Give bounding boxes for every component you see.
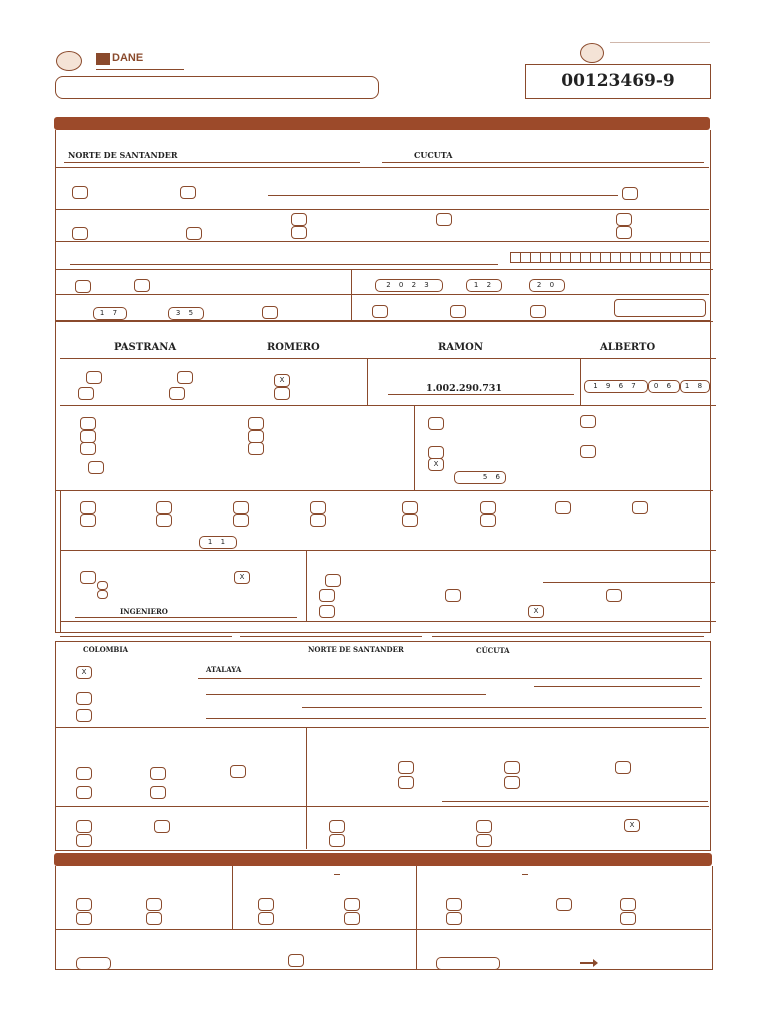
section-bar-4 [54,853,712,866]
checkbox[interactable] [150,786,166,799]
checkbox[interactable] [88,461,104,474]
checkbox[interactable] [504,776,520,789]
section-2-frame [55,321,711,633]
checkbox[interactable] [72,227,88,240]
checkbox[interactable] [319,589,335,602]
neighborhood: ATALAYA [206,665,242,674]
arrow-head-icon [593,959,598,967]
checkbox[interactable] [80,514,96,527]
text-box[interactable] [614,299,706,317]
death-site-checkbox[interactable]: X [624,819,640,832]
checkbox[interactable] [76,898,92,911]
arrow-icon [580,962,594,964]
checkbox[interactable] [310,514,326,527]
checkbox[interactable] [76,912,92,925]
checkbox[interactable] [632,501,648,514]
checkbox[interactable] [288,954,304,967]
age-field[interactable]: 5 6 [454,471,506,484]
social-checkbox[interactable]: X [528,605,544,618]
checkbox[interactable] [480,501,496,514]
checkbox[interactable] [134,279,150,292]
small-checkbox[interactable] [97,590,108,599]
checkbox[interactable] [156,514,172,527]
area-checkbox[interactable]: X [76,666,92,679]
digit-field[interactable] [76,957,111,970]
checkbox[interactable] [80,571,96,584]
form-number: 00123469-9 [561,71,675,91]
checkbox[interactable] [329,834,345,847]
dane-logo [54,50,184,72]
residence-municipality: CÚCUTA [476,646,510,655]
checkbox[interactable] [146,912,162,925]
checkbox[interactable] [398,776,414,789]
checkbox[interactable] [344,912,360,925]
occupation: INGENIERO [120,607,168,616]
digit-field[interactable] [436,957,500,970]
checkbox[interactable] [274,387,290,400]
checkbox[interactable] [616,213,632,226]
checkbox[interactable] [450,305,466,318]
sex-checkbox[interactable]: X [274,374,290,387]
checkbox[interactable] [325,574,341,587]
checkbox[interactable] [76,820,92,833]
checkbox[interactable] [606,589,622,602]
section-bar-1 [54,117,710,130]
checkbox[interactable] [169,387,185,400]
checkbox[interactable] [402,501,418,514]
checkbox[interactable] [446,912,462,925]
checkbox[interactable] [76,692,92,705]
day-field[interactable]: 2 0 [529,279,565,292]
dane-mark-icon [96,53,110,65]
checkbox[interactable] [86,371,102,384]
age-unit-checkbox[interactable]: X [428,458,444,471]
checkbox[interactable] [445,589,461,602]
checkbox[interactable] [398,761,414,774]
checkbox[interactable] [344,898,360,911]
checkbox[interactable] [180,186,196,199]
checkbox[interactable] [154,820,170,833]
residence-country: COLOMBIA [83,645,129,654]
surname1: PASTRANA [114,342,177,353]
checkbox[interactable] [555,501,571,514]
birth-year-field[interactable]: 1 9 6 7 [584,380,648,393]
checkbox[interactable] [402,514,418,527]
checkbox[interactable] [258,912,274,925]
checkbox[interactable] [436,213,452,226]
checkbox[interactable] [233,514,249,527]
checkbox[interactable] [258,898,274,911]
education-years-field[interactable]: 1 1 [199,536,237,549]
checkbox[interactable] [177,371,193,384]
birth-month-field[interactable]: 0 6 [648,380,680,393]
checkbox[interactable] [620,898,636,911]
checkbox[interactable] [372,305,388,318]
checkbox[interactable] [233,501,249,514]
occupation-checkbox[interactable]: X [234,571,250,584]
checkbox[interactable] [248,442,264,455]
title-box [55,76,379,99]
year-field[interactable]: 2 0 2 3 [375,279,443,292]
surname2: ROMERO [267,342,320,353]
coat-of-arms-icon [56,51,82,71]
checkbox[interactable] [476,834,492,847]
checkbox[interactable] [146,898,162,911]
checkbox[interactable] [319,605,335,618]
id-number: 1.002.290.731 [426,383,503,394]
checkbox[interactable] [78,387,94,400]
checkbox[interactable] [616,226,632,239]
checkbox[interactable] [476,820,492,833]
checkbox[interactable] [580,415,596,428]
dane-logo-text: DANE [112,52,144,64]
checkbox[interactable] [248,417,264,430]
checkbox[interactable] [230,765,246,778]
checkbox[interactable] [262,306,278,319]
checkbox[interactable] [76,767,92,780]
checkbox[interactable] [622,187,638,200]
checkbox[interactable] [150,767,166,780]
month-field[interactable]: 1 2 [466,279,502,292]
checkbox[interactable] [446,898,462,911]
checkbox[interactable] [80,442,96,455]
checkbox[interactable] [556,898,572,911]
checkbox[interactable] [580,445,596,458]
checkbox[interactable] [75,280,91,293]
checkbox[interactable] [329,820,345,833]
name2: ALBERTO [600,342,656,353]
seal-icon [580,43,604,63]
checkbox[interactable] [156,501,172,514]
checkbox[interactable] [480,514,496,527]
checkbox[interactable] [620,912,636,925]
checkbox[interactable] [615,761,631,774]
department-value: NORTE DE SANTANDER [68,150,178,160]
residence-department: NORTE DE SANTANDER [308,645,404,654]
code-cells[interactable] [510,252,710,263]
checkbox[interactable] [80,501,96,514]
hour-field[interactable]: 1 7 [93,307,127,320]
minute-field[interactable]: 3 5 [168,307,204,320]
checkbox[interactable] [291,226,307,239]
birth-day-field[interactable]: 1 8 [680,380,710,393]
checkbox[interactable] [428,417,444,430]
checkbox[interactable] [76,834,92,847]
checkbox[interactable] [186,227,202,240]
checkbox[interactable] [310,501,326,514]
small-checkbox[interactable] [97,581,108,590]
checkbox[interactable] [80,417,96,430]
section-3-frame [55,641,711,851]
checkbox[interactable] [76,786,92,799]
name1: RAMON [438,342,483,353]
checkbox[interactable] [291,213,307,226]
checkbox[interactable] [76,709,92,722]
municipality-value: CUCUTA [414,150,453,160]
checkbox[interactable] [72,186,88,199]
checkbox[interactable] [504,761,520,774]
checkbox[interactable] [530,305,546,318]
